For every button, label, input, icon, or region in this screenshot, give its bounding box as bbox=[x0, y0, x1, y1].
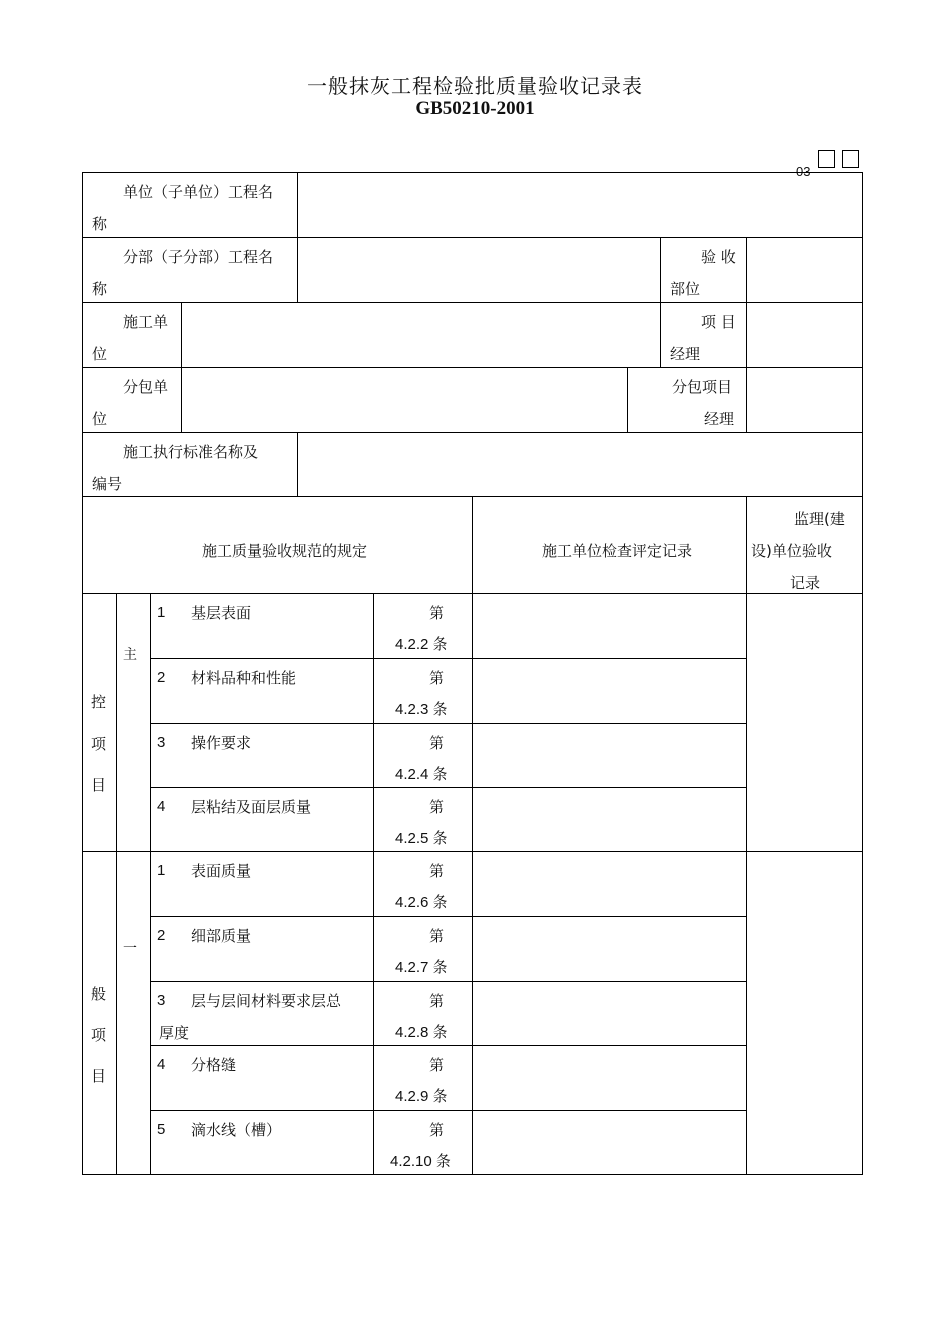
general-item-4-clause-a: 第 bbox=[429, 1056, 445, 1074]
supervision-divider bbox=[746, 593, 747, 1175]
general-item-4-clause-cell bbox=[373, 1045, 473, 1111]
form-number-box-1[interactable] bbox=[818, 150, 835, 168]
general-item-3-name-cell bbox=[150, 981, 374, 1046]
main-item-2-clause-cell bbox=[373, 658, 473, 724]
subcontract-unit-label: 分包单 bbox=[123, 378, 169, 396]
supervision-header-line1: 监理(建 bbox=[794, 510, 845, 528]
general-item-5-record[interactable] bbox=[472, 1110, 747, 1175]
subcontract-unit-label-cell bbox=[82, 367, 182, 433]
construction-unit-value[interactable] bbox=[181, 302, 661, 368]
form-number-prefix: 03 bbox=[796, 164, 811, 179]
main-item-3-clause-a: 第 bbox=[429, 734, 445, 752]
form-title: 一般抹灰工程检验批质量验收记录表 bbox=[307, 74, 643, 98]
general-item-2-name-cell bbox=[150, 916, 374, 982]
general-item-1-name: 表面质量 bbox=[191, 862, 252, 880]
construction-unit-label-cont: 位 bbox=[92, 345, 108, 363]
check-record-column-header bbox=[472, 496, 747, 594]
general-subcol bbox=[116, 851, 151, 1175]
main-item-2-clause-a: 第 bbox=[429, 669, 445, 687]
general-item-4-name-cell bbox=[150, 1045, 374, 1111]
main-item-2-number: 2 bbox=[157, 669, 166, 686]
main-item-2-name: 材料品种和性能 bbox=[191, 669, 297, 687]
sub-project-label-cont: 称 bbox=[92, 280, 108, 298]
general-item-5-clause-cell bbox=[373, 1110, 473, 1175]
unit-project-label: 单位（子单位）工程名 bbox=[123, 183, 274, 201]
main-item-1-clause-cell bbox=[373, 593, 473, 659]
project-manager-label: 项 目 bbox=[701, 313, 736, 331]
main-item-1-clause-a: 第 bbox=[429, 604, 445, 622]
subcontract-manager-label-cell bbox=[627, 367, 747, 433]
acceptance-part-label-cont: 部位 bbox=[670, 280, 701, 298]
main-item-3-clause-cell bbox=[373, 723, 473, 788]
general-item-1-clause-cell bbox=[373, 851, 473, 917]
construction-unit-label: 施工单 bbox=[123, 313, 169, 331]
spec-column-header-text: 施工质量验收规范的规定 bbox=[202, 542, 368, 560]
general-item-2-record[interactable] bbox=[472, 916, 747, 982]
general-item-3-name-cont: 厚度 bbox=[159, 1024, 190, 1042]
standard-code: GB50210-2001 bbox=[415, 98, 535, 119]
supervision-column-header bbox=[746, 496, 863, 594]
main-item-1-record[interactable] bbox=[472, 593, 747, 659]
general-item-2-name: 细部质量 bbox=[191, 927, 252, 945]
general-item-3-number: 3 bbox=[157, 992, 166, 1009]
acceptance-part-label-cell bbox=[660, 237, 747, 303]
main-item-2-record[interactable] bbox=[472, 658, 747, 724]
main-control-label-1: 主 bbox=[123, 647, 137, 663]
main-item-4-name-cell bbox=[150, 787, 374, 852]
main-item-4-clause-a: 第 bbox=[429, 798, 445, 816]
main-item-4-clause-b: 4.2.5 条 bbox=[395, 830, 448, 847]
standard-name-label-cell bbox=[82, 432, 298, 497]
main-control-subcol bbox=[116, 593, 151, 852]
general-item-3-clause-cell bbox=[373, 981, 473, 1046]
general-item-4-clause-b: 4.2.9 条 bbox=[395, 1088, 448, 1105]
supervision-header-line3: 记录 bbox=[790, 574, 821, 592]
subcontract-manager-label: 分包项目 bbox=[672, 378, 733, 396]
subcontract-manager-label-cont: 经理 bbox=[704, 410, 735, 428]
general-item-4-number: 4 bbox=[157, 1056, 166, 1073]
main-item-3-clause-b: 4.2.4 条 bbox=[395, 766, 448, 783]
general-item-5-name: 滴水线（槽） bbox=[191, 1121, 282, 1139]
general-item-2-clause-b: 4.2.7 条 bbox=[395, 959, 448, 976]
acceptance-part-value[interactable] bbox=[746, 237, 863, 303]
standard-name-label: 施工执行标准名称及 bbox=[123, 443, 259, 461]
general-label-3: 项 bbox=[91, 1026, 107, 1044]
supervision-header-line2: 设)单位验收 bbox=[751, 542, 832, 560]
general-item-5-clause-a: 第 bbox=[429, 1121, 445, 1139]
general-item-5-name-cell bbox=[150, 1110, 374, 1175]
main-control-label-4: 目 bbox=[91, 776, 107, 794]
general-item-3-clause-b: 4.2.8 条 bbox=[395, 1024, 448, 1041]
main-item-2-name-cell bbox=[150, 658, 374, 724]
general-label-2: 般 bbox=[91, 985, 107, 1003]
general-item-2-clause-cell bbox=[373, 916, 473, 982]
construction-unit-label-cell bbox=[82, 302, 182, 368]
general-label-1: 一 bbox=[123, 941, 137, 957]
main-item-1-name-cell bbox=[150, 593, 374, 659]
general-item-1-name-cell bbox=[150, 851, 374, 917]
sub-project-label: 分部（子分部）工程名 bbox=[123, 248, 274, 266]
sub-project-value[interactable] bbox=[297, 237, 661, 303]
unit-project-value[interactable] bbox=[297, 172, 863, 238]
sub-project-label-cell bbox=[82, 237, 298, 303]
general-item-2-clause-a: 第 bbox=[429, 927, 445, 945]
general-label-4: 目 bbox=[91, 1067, 107, 1085]
check-record-column-header-text: 施工单位检查评定记录 bbox=[542, 542, 693, 560]
project-manager-label-cont: 经理 bbox=[670, 345, 701, 363]
general-group-cell bbox=[82, 851, 117, 1175]
unit-project-label-cont: 称 bbox=[92, 215, 108, 233]
acceptance-part-label: 验 收 bbox=[701, 248, 736, 266]
main-item-3-record[interactable] bbox=[472, 723, 747, 788]
general-item-1-number: 1 bbox=[157, 862, 166, 879]
general-item-1-record[interactable] bbox=[472, 851, 747, 917]
subcontract-unit-label-cont: 位 bbox=[92, 410, 108, 428]
project-manager-label-cell bbox=[660, 302, 747, 368]
main-item-1-clause-b: 4.2.2 条 bbox=[395, 636, 448, 653]
general-item-3-name: 层与层间材料要求层总 bbox=[191, 992, 342, 1010]
general-item-5-clause-b: 4.2.10 条 bbox=[390, 1153, 451, 1170]
main-item-3-number: 3 bbox=[157, 734, 166, 751]
spec-column-header bbox=[82, 496, 473, 594]
general-item-3-record[interactable] bbox=[472, 981, 747, 1046]
project-manager-value[interactable] bbox=[746, 302, 863, 368]
form-number-box-2[interactable] bbox=[842, 150, 859, 168]
main-item-2-clause-b: 4.2.3 条 bbox=[395, 701, 448, 718]
general-item-4-record[interactable] bbox=[472, 1045, 747, 1111]
subcontract-manager-value[interactable] bbox=[746, 367, 863, 433]
main-item-3-name-cell bbox=[150, 723, 374, 788]
subcontract-unit-value[interactable] bbox=[181, 367, 628, 433]
main-item-4-clause-cell bbox=[373, 787, 473, 852]
main-item-4-name: 层粘结及面层质量 bbox=[191, 798, 312, 816]
unit-project-label-cell bbox=[82, 172, 298, 238]
general-item-3-clause-a: 第 bbox=[429, 992, 445, 1010]
general-item-1-clause-b: 4.2.6 条 bbox=[395, 894, 448, 911]
main-control-group-cell bbox=[82, 593, 117, 852]
standard-name-label-cont: 编号 bbox=[92, 475, 123, 493]
general-item-5-number: 5 bbox=[157, 1121, 166, 1138]
general-item-2-number: 2 bbox=[157, 927, 166, 944]
general-item-1-clause-a: 第 bbox=[429, 862, 445, 880]
main-item-4-record[interactable] bbox=[472, 787, 747, 852]
main-control-label-2: 控 bbox=[91, 693, 107, 711]
main-control-label-3: 项 bbox=[91, 735, 107, 753]
main-item-1-name: 基层表面 bbox=[191, 604, 252, 622]
standard-name-value[interactable] bbox=[297, 432, 863, 497]
main-item-3-name: 操作要求 bbox=[191, 734, 252, 752]
main-item-1-number: 1 bbox=[157, 604, 166, 621]
main-item-4-number: 4 bbox=[157, 798, 166, 815]
general-item-4-name: 分格缝 bbox=[191, 1056, 237, 1074]
